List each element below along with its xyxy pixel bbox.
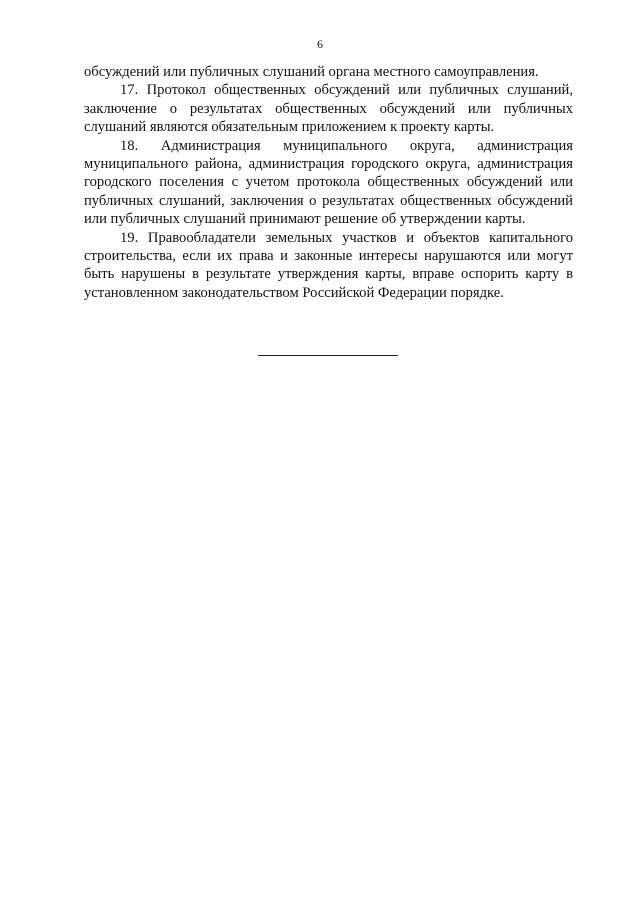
paragraph-18: 18. Администрация муниципального округа, администрация муниципального района, администрация городского округа, администрация городского поселения с учетом протокола общественных обсуждений или публичных слушаний, заключения о результатах общественных обсуждений или публичных слушаний принимают решение об утверждении карты. [84,137,573,228]
paragraph-17: 17. Протокол общественных обсуждений или публичных слушаний, заключение о результатах общественных обсуждений или публичных слушаний являются обязательным приложением к проекту карты. [84,82,573,136]
page-number: 6 [317,37,323,51]
paragraph-continuation: обсуждений или публичных слушаний органа местного самоуправления. [84,64,539,80]
paragraph-19: 19. Правообладатели земельных участков и объектов капитального строительства, если их права и законные интересы нарушаются или могут быть нарушены в результате утверждения карты, вправе оспорить карту в установленном законодательством Российской Федерации порядке. [84,229,573,301]
document-body [84,63,573,302]
end-of-document-rule [258,355,398,356]
